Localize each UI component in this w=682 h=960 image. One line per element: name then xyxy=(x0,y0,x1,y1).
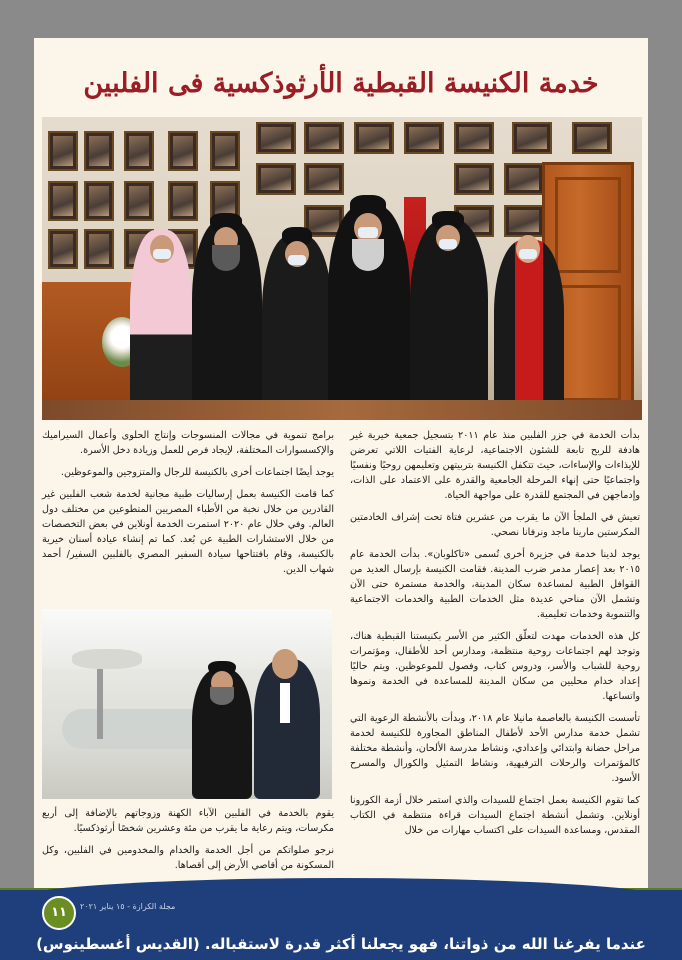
lamp-arm xyxy=(97,669,103,739)
wall-frame xyxy=(572,122,612,154)
wall-frame xyxy=(48,229,78,269)
wall-frame xyxy=(84,229,114,269)
face-mask xyxy=(439,239,457,249)
paragraph: تأسست الكنيسة بالعاصمة مانيلا عام ٢٠١٨، وبدأت بالأنشطة الرعوية التي تشمل خدمة مدارس الأحد لأطفال المناطق المجاورة للكنيسة لخدمة مراحل حضانة وابتدائي وإعدادي، ونشاط مدرسة الألحان، وأنشطة مختلفة كالمؤتمرات والرحلات الترفيهية، ونشاط التمثيل والكورال والمسرح الأسود. xyxy=(350,713,640,784)
wall-frame xyxy=(404,122,444,154)
beard xyxy=(210,687,234,705)
paragraph: كما تقوم الكنيسة بعمل اجتماع للسيدات والذي استمر خلال أزمة الكورونا أونلاين. وتشمل أنشطة اجتماع السيدات قراءة منتظمة في الكتاب المقدس، ومساعدة السيدات على اكتساب مهارات من خلال xyxy=(350,795,640,836)
carpet xyxy=(42,400,642,420)
article-column-right xyxy=(350,428,640,845)
wall-frame xyxy=(256,163,296,195)
shirt xyxy=(280,683,290,723)
dental-chair xyxy=(62,709,202,749)
article-column-left-bottom xyxy=(42,806,334,880)
paragraph: يقوم بالخدمة في الفلبين الآباء الكهنة وزوجاتهم بالإضافة إلى أربع مكرسات، ويتم رعاية ما يقرب من مئة وعشرين شخصًا أرثوذكسيًا. xyxy=(42,808,334,834)
woman-in-black xyxy=(494,240,564,420)
article-title: خدمة الكنيسة القبطية الأرثوذكسية فى الفلبين xyxy=(83,68,599,99)
face-mask xyxy=(288,255,306,265)
wall-frame xyxy=(504,205,544,237)
head xyxy=(272,649,298,679)
wall-frame xyxy=(48,131,78,171)
wall-frame xyxy=(84,131,114,171)
beard xyxy=(352,239,384,271)
dental-lamp xyxy=(72,649,142,669)
wall-frame xyxy=(48,181,78,221)
paragraph: كما قامت الكنيسة بعمل إرساليات طبية مجانية لخدمة شعب الفلبين غير القادرين من خلال نخبة من الأطباء المصريين المتطوعين من مختلف دول العالم. وفي خلال عام ٢٠٢٠ استمرت الخدمة أونلاين في بعض التخصصات من خلال الاستشارات الطبية عن بُعد. كما تم إنشاء عيادة أسنان خيرية بالكنيسة، وقام بافتتاحها سيادة السفير المصري بالفلبين السفير/ أحمد شهاب الدين. xyxy=(42,489,334,575)
wall-frame xyxy=(504,163,544,195)
article-column-left xyxy=(42,428,334,584)
paragraph: يوجد أيضًا اجتماعات أخرى بالكنيسة للرجال والمتزوجين والموعوظين. xyxy=(60,467,334,478)
publication-info: مجلة الكرازة - ١٥ يناير ٢٠٢١ xyxy=(80,902,176,911)
face-mask xyxy=(519,249,537,259)
wall-frame xyxy=(304,122,344,154)
group-photo xyxy=(42,117,642,420)
face-mask xyxy=(153,249,171,259)
magazine-page xyxy=(34,38,648,890)
paragraph: برامج تنموية في مجالات المنسوجات وإنتاج الحلوى وأعمال السيراميك والإكسسوارات المختلفة، لإيجاد فرص للعمل وزيادة دخل الأسرة. xyxy=(42,430,334,456)
page-number-badge: ١١ xyxy=(42,896,76,930)
wall-frame xyxy=(512,122,552,154)
wall-frame xyxy=(354,122,394,154)
ambassador xyxy=(254,659,320,799)
wall-frame xyxy=(124,131,154,171)
paragraph: نرجو صلواتكم من أجل الخدمة والخدام والمخدومين في الفلبين، وكل المسكونة من أقاصي الأرض إلى أقصاها. xyxy=(42,845,334,871)
wall-frame xyxy=(210,131,240,171)
paragraph: كل هذه الخدمات مهدت لتعلّق الكثير من الأسر بكنيستنا القبطية هناك، وتوجد لهم اجتماعات روحية منتظمة، ومدارس أحد للأطفال، ومؤتمرات روحية للشباب والأسر، ودروس كتاب، وفصول للموعوظين. ويتم حاليًا إعداد خدام محليين من سكان المدينة للمساعدة في الخدمة ونموها واتساعها. xyxy=(350,631,640,702)
wall-frame xyxy=(168,131,198,171)
paragraph: يوجد لدينا خدمة في جزيرة أخرى تُسمى «تاكلوبان». بدأت الخدمة عام ٢٠١٥ بعد إعصار مدمر ضرب المدينة. فقامت الكنيسة بإرسال العديد من القوافل الطبية لمساعدة سكان المدينة، والخدمة مستمرة حتى الآن وتشمل الآن مناحي عديدة مثل الخدمات الطبية والخدمات الاجتماعية والتنموية وخدمات تعليمية. xyxy=(350,549,640,620)
face-mask xyxy=(358,227,378,238)
wall-frame xyxy=(304,163,344,195)
wall-frame xyxy=(124,181,154,221)
footer-quote: عندما يفرغنا الله من ذواتنا، فهو يجعلنا أكثر قدرة لاستقباله. (القديس أغسطينوس) xyxy=(36,935,646,953)
wall-frame xyxy=(454,122,494,154)
beard xyxy=(212,245,240,271)
wall-frame xyxy=(454,163,494,195)
dental-clinic-photo xyxy=(42,609,332,799)
paragraph: تعيش في الملجأ الآن ما يقرب من عشرين فتاة تحت إشراف الخادمتين المكرستين مارينا ماجد ونرفانا نصحي. xyxy=(350,512,640,538)
wall-frame xyxy=(168,181,198,221)
wall-frame xyxy=(256,122,296,154)
paragraph: بدأت الخدمة في جزر الفلبين منذ عام ٢٠١١ بتسجيل جمعية خيرية غير هادفة للربح تابعة للشئون الاجتماعية، لرعاية الفتيات اللاتي تعرضن للإيذاءات والإساءات، حيث تتكفل الكنيسة بتربيتهن وتعليمهن روحيًا ونفسيًا واجتماعيًا حتى إنهاء المرحلة الجامعية والقدرة على الاعتماد على الذات، وإدماجهن في المجتمع للقدرة على مواجهة الحياة. xyxy=(350,430,640,501)
wall-frame xyxy=(84,181,114,221)
